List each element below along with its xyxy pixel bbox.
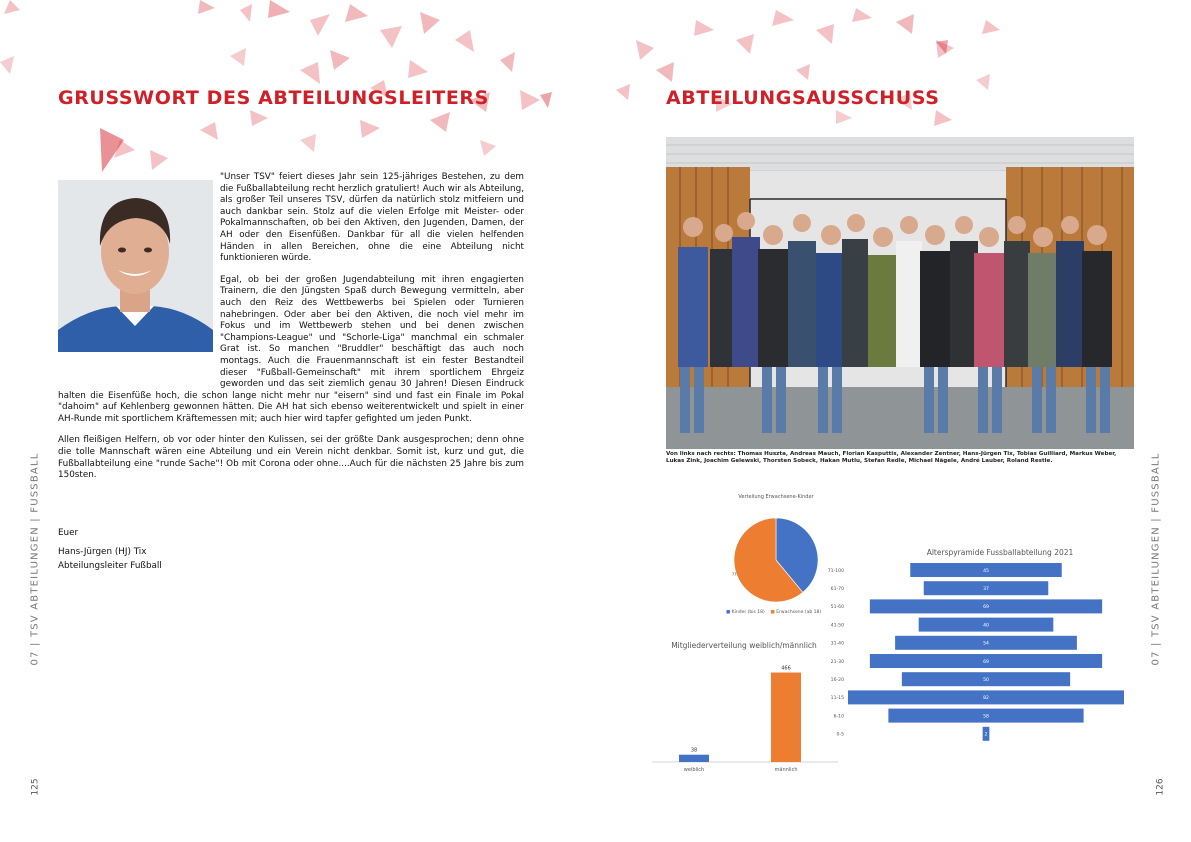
category-label: 61-70 <box>830 587 844 592</box>
signoff-name: Hans-Jürgen (HJ) Tix <box>58 546 147 557</box>
chart-title: Alterspyramide Fussballabteilung 2021 <box>926 548 1074 557</box>
triangle-pattern-decoration <box>596 0 1191 140</box>
bar-value-label: 82 <box>983 696 989 702</box>
bar-maennlich <box>771 673 801 762</box>
bar-weiblich <box>679 755 709 762</box>
pie-slice-label: ?? <box>732 572 737 577</box>
category-label: 6-10 <box>833 714 844 720</box>
legend-label: Kinder (bis 18) <box>731 610 765 615</box>
category-label: 71-100 <box>827 568 844 574</box>
side-section-label: 07 | TSV ABTEILUNGEN | FUSSBALL <box>29 452 41 666</box>
chart-title: Mitgliederverteilung weiblich/männlich <box>671 641 817 650</box>
page-heading: ABTEILUNGSAUSSCHUSS <box>666 87 940 109</box>
letter-text <box>58 172 524 492</box>
signoff-role: Abteilungsleiter Fußball <box>58 561 162 571</box>
left-page <box>0 0 595 842</box>
bar-value-label: 50 <box>983 678 989 683</box>
letter-paragraph: Egal, ob bei der großen Jugendabteilung mit ihren engagierten Trainern, die den Jüngsten Spaß durch Bewegung vermitteln, aber auch den Reiz des Wettbewerbs bei Spielen oder Turnieren nahebringen. Oder aber bei den Aktiven, die noch viel mehr im Fokus und im Wettbewerb stehen und bei denen zwischen "Champions-League" und "Schorle-Liga" manchmal ein schmaler Grat ist. So manchen "Bruddler" beschäftigt das auch noch montags. Auch die Frauenmannschaft ist ein fester Bestandteil dieser "Fußball-Gemeinschaft" mit ihrem sportlichem Ehrgeiz geworden und das seit ziemlich genau 30 Jahren! Diesen Eindruck halten die Eisenfüße hoch, die schon lange nicht mehr nur "eisern" sind und fast ein Finale im Pokal "dahoim" auf Kehlenberg gewonnen hätten. Die AH hat sich ebenso weiterentwickelt und spielt in einer AH-Runde mit sportlichem Kräftemessen mit; auch hier wird tapfer gefighted um jeden Punkt. <box>58 274 524 424</box>
legend-marker-icon: ■ <box>770 610 775 615</box>
category-label: 31-40 <box>830 641 844 647</box>
right-page <box>596 0 1191 842</box>
signoff-block <box>58 526 162 574</box>
page-heading: GRUSSWORT DES ABTEILUNGSLEITERS <box>58 87 489 109</box>
bar-value-label: 37 <box>983 587 989 592</box>
pyramid-plot <box>824 560 1136 750</box>
page-number: 125 <box>30 778 41 796</box>
bar-value-label: 69 <box>983 659 989 665</box>
bar-value-label: 58 <box>983 714 989 720</box>
category-label: 51-60 <box>830 605 844 611</box>
category-label: 21-30 <box>830 659 844 665</box>
category-label: 41-50 <box>830 623 844 629</box>
bar-value-label: 54 <box>983 641 989 647</box>
chart-title: Verteilung Erwachsene-Kinder <box>738 494 814 500</box>
bar-value-label: 466 <box>781 665 791 672</box>
bar-value-label: 45 <box>983 568 989 574</box>
bar-value-label: 69 <box>983 605 989 611</box>
page-number: 126 <box>1155 778 1166 796</box>
team-photo <box>666 137 1134 449</box>
bar-value-label: 38 <box>690 747 698 754</box>
category-label: 11-15 <box>830 696 844 702</box>
photo-caption: Von links nach rechts: Thomas Huszta, Andreas Mauch, Florian Kasputtis, Alexander Zentner, Hans-Jürgen Tix, Tobias Guilliard, Markus Weber, Lukas Zink, Joachim Gelewski, Thorsten Sobeck, Hakan Mutlu, Stefan Redle, Michael Nägele, André Lauber, Roland Restle. <box>666 451 1117 465</box>
category-label: weiblich <box>683 767 705 773</box>
gender-plot <box>648 655 840 775</box>
bar-value-label: 40 <box>983 623 989 629</box>
pie-legend <box>726 610 821 615</box>
legend-marker-icon: ■ <box>726 610 731 615</box>
bar-chart-gender <box>648 641 840 776</box>
bar-value-label: 2 <box>984 732 988 738</box>
text-wrap-spacer <box>58 172 220 382</box>
legend-label: Erwachsene (ab 18) <box>776 610 822 615</box>
category-label: 16-20 <box>830 678 844 683</box>
side-section-label: 07 | TSV ABTEILUNGEN | FUSSBALL <box>1150 452 1162 666</box>
letter-paragraph: "Unser TSV" feiert dieses Jahr sein 125-jähriges Bestehen, zu dem die Fußballabteilung recht herzlich gratuliert! Auch wir als Abteilung, als großer Teil unseres TSV, dürfen da natürlich stolz mitfeiern und auch dankbar sein. Stolz auf die vielen Erfolge mit Meister- oder Pokalmannschaften, ob bei den Aktiven, den Jugenden, Damen, der AH oder den Eisenfüßen. Dankbar für all die vielen helfenden Händen in allen Bereichen, ohne die eine Abteilung nicht funktionieren würde. <box>220 172 524 264</box>
signoff-greeting: Euer <box>58 528 79 538</box>
bar-chart-age-pyramid <box>824 546 1136 746</box>
letter-paragraph: Allen fleißigen Helfern, ob vor oder hinter den Kulissen, sei der größte Dank ausgesprochen; denn ohne die tolle Mannschaft wären eine Abteilung und ein Verein nicht denkbar. Somit ist, kurz und gut, die Fußballabteilung eine "runde Sache"! Ob mit Corona oder ohne....Auch für die nächsten 25 Jahre bis zum 150sten. <box>58 435 524 481</box>
category-label: 0-5 <box>836 732 844 738</box>
category-label: männlich <box>774 767 798 773</box>
